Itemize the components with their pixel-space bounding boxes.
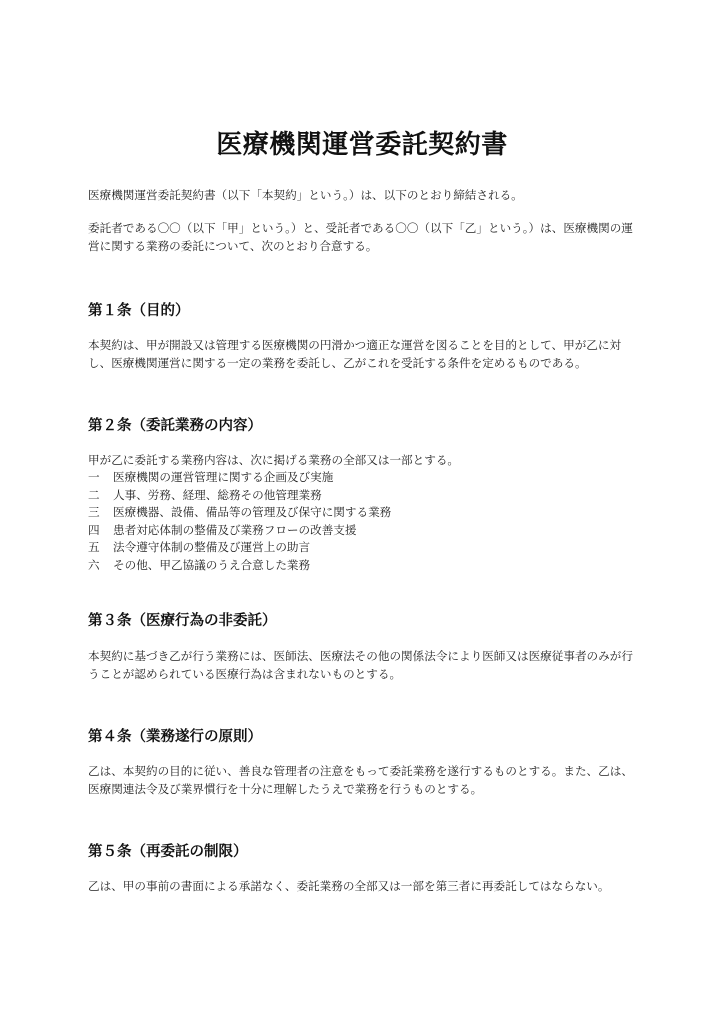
article-paragraph: 乙は、甲の事前の書面による承諾なく、委託業務の全部又は一部を第三者に再委託してはならない。: [88, 879, 610, 893]
list-item-number: 六: [88, 557, 100, 572]
list-item-text: 人事、労務、経理、総務その他管理業務: [113, 487, 322, 502]
article-4-heading: 第４条（業務遂行の原則）: [88, 729, 262, 745]
article-5-heading: 第５条（再委託の制限）: [88, 844, 248, 860]
list-item: [88, 539, 640, 557]
preamble-parties: [88, 219, 640, 255]
article-paragraph: 本契約に基づき乙が行う業務には、医師法、医療法その他の関係法令により医師又は医療従事者のみが行うことが認められている医療行為は含まれないものとする。: [88, 649, 633, 681]
list-item: [88, 504, 640, 522]
article-paragraph: 甲が乙に委託する業務内容は、次に掲げる業務の全部又は一部とする。: [88, 453, 460, 467]
list-item-number: 三: [88, 505, 100, 519]
list-item: [88, 469, 640, 487]
preamble-paragraph: 委託者である〇〇（以下「甲」という。）と、受託者である〇〇（以下「乙」という。）は、医療機関の運営に関する業務の委託について、次のとおり合意する。: [88, 221, 633, 253]
article-3-body: [88, 647, 640, 683]
article-1-body: [88, 336, 640, 372]
article-2-body: [88, 451, 640, 574]
list-item-text: 法令遵守体制の整備及び運営上の助言: [113, 540, 311, 554]
list-item-text: 患者対応体制の整備及び業務フローの改善支援: [113, 522, 357, 537]
preamble-paragraph: 医療機関運営委託契約書（以下「本契約」という。）は、以下のとおり締結される。: [88, 188, 523, 202]
list-item-number: 四: [88, 522, 100, 537]
list-item-number: 二: [88, 487, 100, 502]
list-item-text: 医療機関の運営管理に関する企画及び実施: [113, 470, 334, 484]
article-4-body: [88, 762, 640, 798]
article-3-heading: 第３条（医療行為の非委託）: [88, 613, 277, 629]
list-item-text: その他、甲乙協議のうえ合意した業務: [113, 557, 311, 572]
article-paragraph: 乙は、本契約の目的に従い、善良な管理者の注意をもって委託業務を遂行するものとする。また、乙は、医療関連法令及び業界慣行を十分に理解したうえで業務を行うものとする。: [88, 764, 633, 796]
list-item: [88, 487, 640, 505]
article-5-body: [88, 877, 640, 895]
article-2-heading: 第２条（委託業務の内容）: [88, 418, 262, 434]
article-2-item-list: [88, 469, 640, 574]
list-item-number: 五: [88, 540, 100, 554]
list-item-number: 一: [88, 470, 100, 484]
document-title: 医療機関運営委託契約書: [216, 130, 508, 161]
article-1-heading: 第１条（目的）: [88, 303, 190, 319]
list-item: [88, 522, 640, 540]
article-paragraph: 本契約は、甲が開設又は管理する医療機関の円滑かつ適正な運営を図ることを目的として、甲が乙に対し、医療機関運営に関する一定の業務を委託し、乙がこれを受託する条件を定めるものである。: [88, 338, 622, 370]
list-item-text: 医療機器、設備、備品等の管理及び保守に関する業務: [113, 505, 392, 519]
list-item: [88, 557, 640, 575]
preamble-intro: [88, 186, 640, 204]
